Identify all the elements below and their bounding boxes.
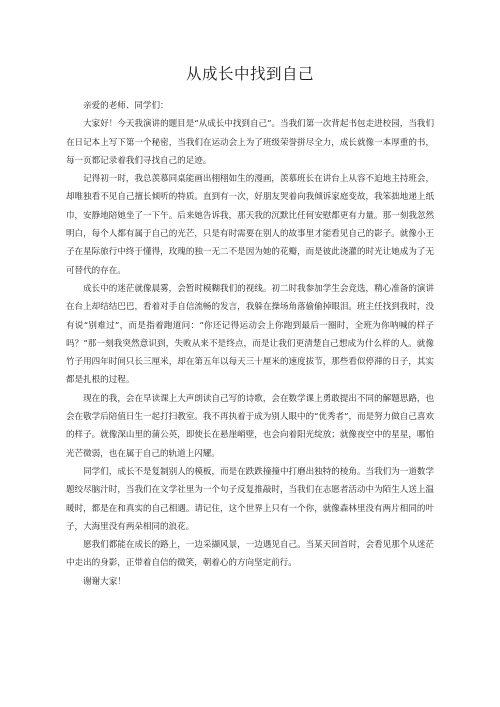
greeting-paragraph: 亲爱的老师、同学们： [83,101,169,111]
body-paragraph: 现在的我，会在早读课上大声朗读自己写的诗歌，会在数学课上勇敢提出不同的解题思路，也会在敬学后陪值日生一起打扫教室。我不再执着于成为别人眼中的“优秀者”，而是努力做自己喜欢的样子。就像深山里的蒲公英，即使长在悬崖峭壁，也会向着阳光绽放；就像夜空中的星星，哪怕光芒微弱，也在属于自己的轨道上闪耀。 [66,393,434,459]
body-paragraph: 成长中的迷茫就像晨雾，会暂时模糊我们的视线。初二时我参加学生会竞选，精心准备的演讲在台上却结结巴巴，看着对手自信流畅的发言，我躲在操场角落偷偷掉眼泪。班主任找到我时，没有说“别难过”，而是指着跑道问：“你还记得运动会上你跑到最后一圈时，全班为你呐喊的样子吗？”那一刻我突然意识到，失败从来不是终点，而是让我们更清楚自己想成为什么样的人。就像竹子用四年时间只长三厘米，却在第五年以每天三十厘米的速度拔节，那些看似停滞的日子，其实都是扎根的过程。 [66,283,434,386]
body-paragraph: 记得初一时，我总羡慕同桌能画出栩栩如生的漫画，羡慕班长在讲台上从容不迫地主持班会，却唯独看不见自己擅长倾听的特质。直到有一次，好朋友哭着向我倾诉家庭变故，我笨拙地递上纸巾，安静地陪她坐了一下午。后来她告诉我，那天我的沉默比任何安慰都更有力量。那一刻我忽然明白，每个人都有属于自己的光芒，只是有时需要在别人的故事里才能看见自己的影子。就像小王子在星际旅行中终于懂得，玫瑰的独一无二不是因为她的花瓣，而是彼此浇灌的时光让她成为了无可替代的存在。 [66,174,434,276]
document-title: 从成长中找到自己 [185,65,314,83]
body-paragraph: 大家好！今天我演讲的题目是“从成长中找到自己”。当我们第一次背起书包走进校园，当我们在日记本上写下第一个秘密，当我们在运动会上为了班级荣誉拼尽全力，成长就像一本厚重的书，每一页都记录着我们寻找自己的足迹。 [66,119,434,166]
body-paragraph: 愿我们都能在成长的路上，一边采撷风景，一边遇见自己。当某天回首时，会看见那个从迷茫中走出的身影，正带着自信的微笑，朝着心的方向坚定前行。 [66,540,434,569]
closing-paragraph: 谢谢大家！ [83,576,126,587]
document-body [66,97,434,591]
body-paragraph: 同学们，成长不是复制别人的模板，而是在跌跌撞撞中打磨出独特的棱角。当我们为一道数学题绞尽脑汁时，当我们在文学社里为一个句子反复推敲时，当我们在志愿者活动中为陌生人送上温暖时，都是在和真实的自己相遇。请记住，这个世界上只有一个你，就像森林里没有两片相同的叶子，大海里没有两朵相同的浪花。 [66,466,434,532]
